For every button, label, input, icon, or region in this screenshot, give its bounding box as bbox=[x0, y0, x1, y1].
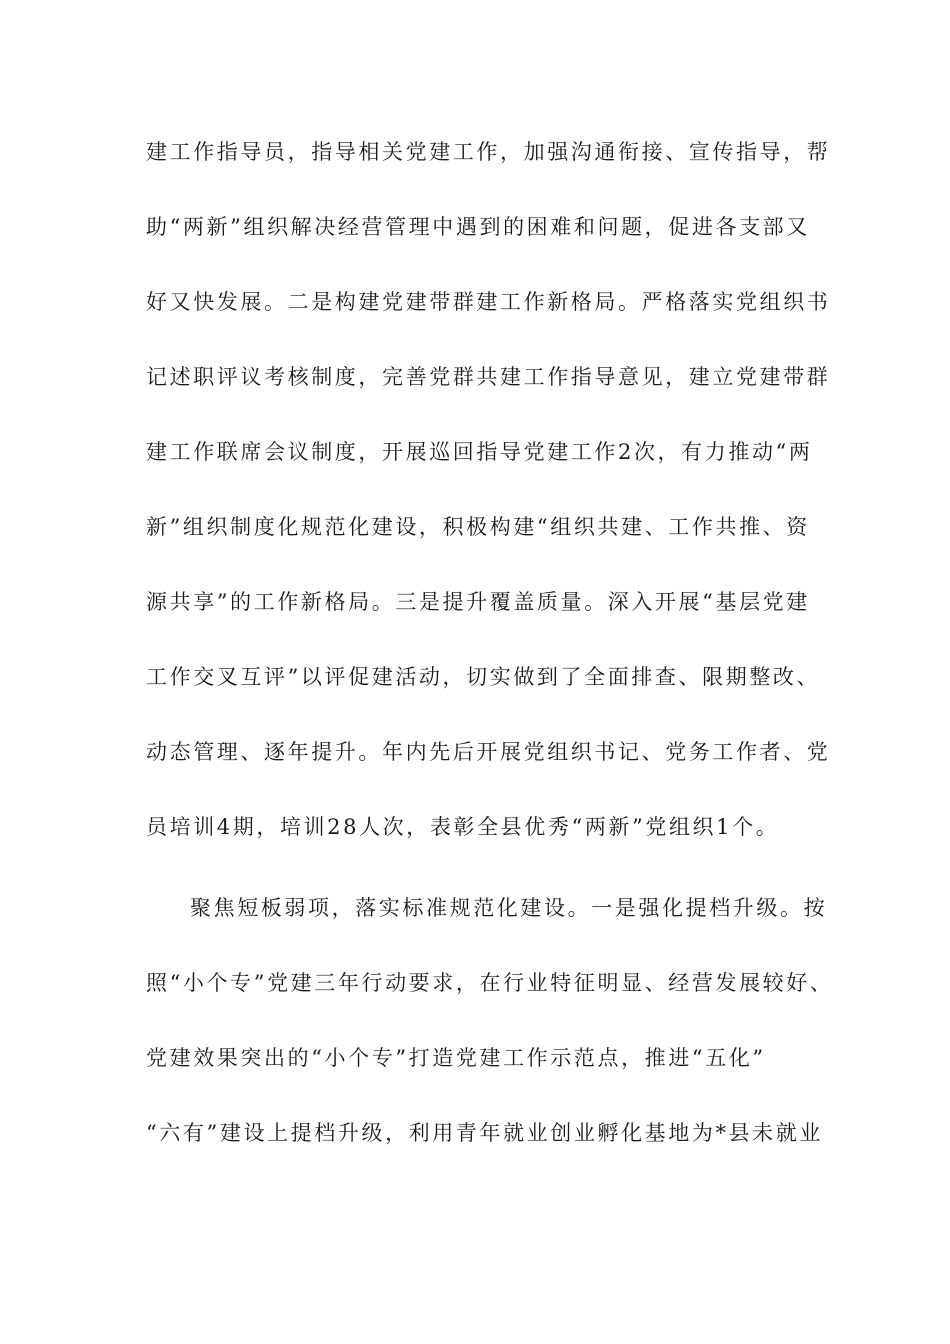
paragraph-line: 建工作联席会议制度，开展巡回指导党建工作2次，有力推动“两 bbox=[146, 440, 813, 464]
paragraph-line: 助“两新”组织解决经营管理中遇到的困难和问题，促进各支部又 bbox=[146, 215, 810, 239]
paragraph-line: 照“小个专”党建三年行动要求，在行业特征明显、经营发展较好、 bbox=[146, 971, 834, 995]
paragraph-line: “六有”建设上提档升级，利用青年就业创业孵化基地为*县未就业 bbox=[146, 1121, 823, 1145]
paragraph-line: 党建效果突出的“小个专”打造党建工作示范点，推进“五化” bbox=[146, 1046, 766, 1070]
paragraph-line: 建工作指导员，指导相关党建工作，加强沟通衔接、宣传指导，帮 bbox=[146, 140, 831, 164]
paragraph-line: 员培训4期，培训28人次，表彰全县优秀“两新”党组织1个。 bbox=[146, 815, 780, 839]
paragraph-line: 动态管理、逐年提升。年内先后开展党组织书记、党务工作者、党 bbox=[146, 740, 831, 764]
paragraph-line: 记述职评议考核制度，完善党群共建工作指导意见，建立党建带群 bbox=[146, 365, 831, 389]
paragraph-line: 新”组织制度化规范化建设，积极构建“组织共建、工作共推、资 bbox=[146, 515, 810, 539]
paragraph-line: 工作交叉互评”以评促建活动，切实做到了全面排查、限期整改、 bbox=[146, 665, 821, 689]
paragraph-line: 好又快发展。二是构建党建带群建工作新格局。严格落实党组织书 bbox=[146, 290, 831, 314]
paragraph-line: 源共享”的工作新格局。三是提升覆盖质量。深入开展“基层党建 bbox=[146, 590, 810, 614]
paragraph-line: 聚焦短板弱项，落实标准规范化建设。一是强化提档升级。按 bbox=[190, 896, 828, 920]
